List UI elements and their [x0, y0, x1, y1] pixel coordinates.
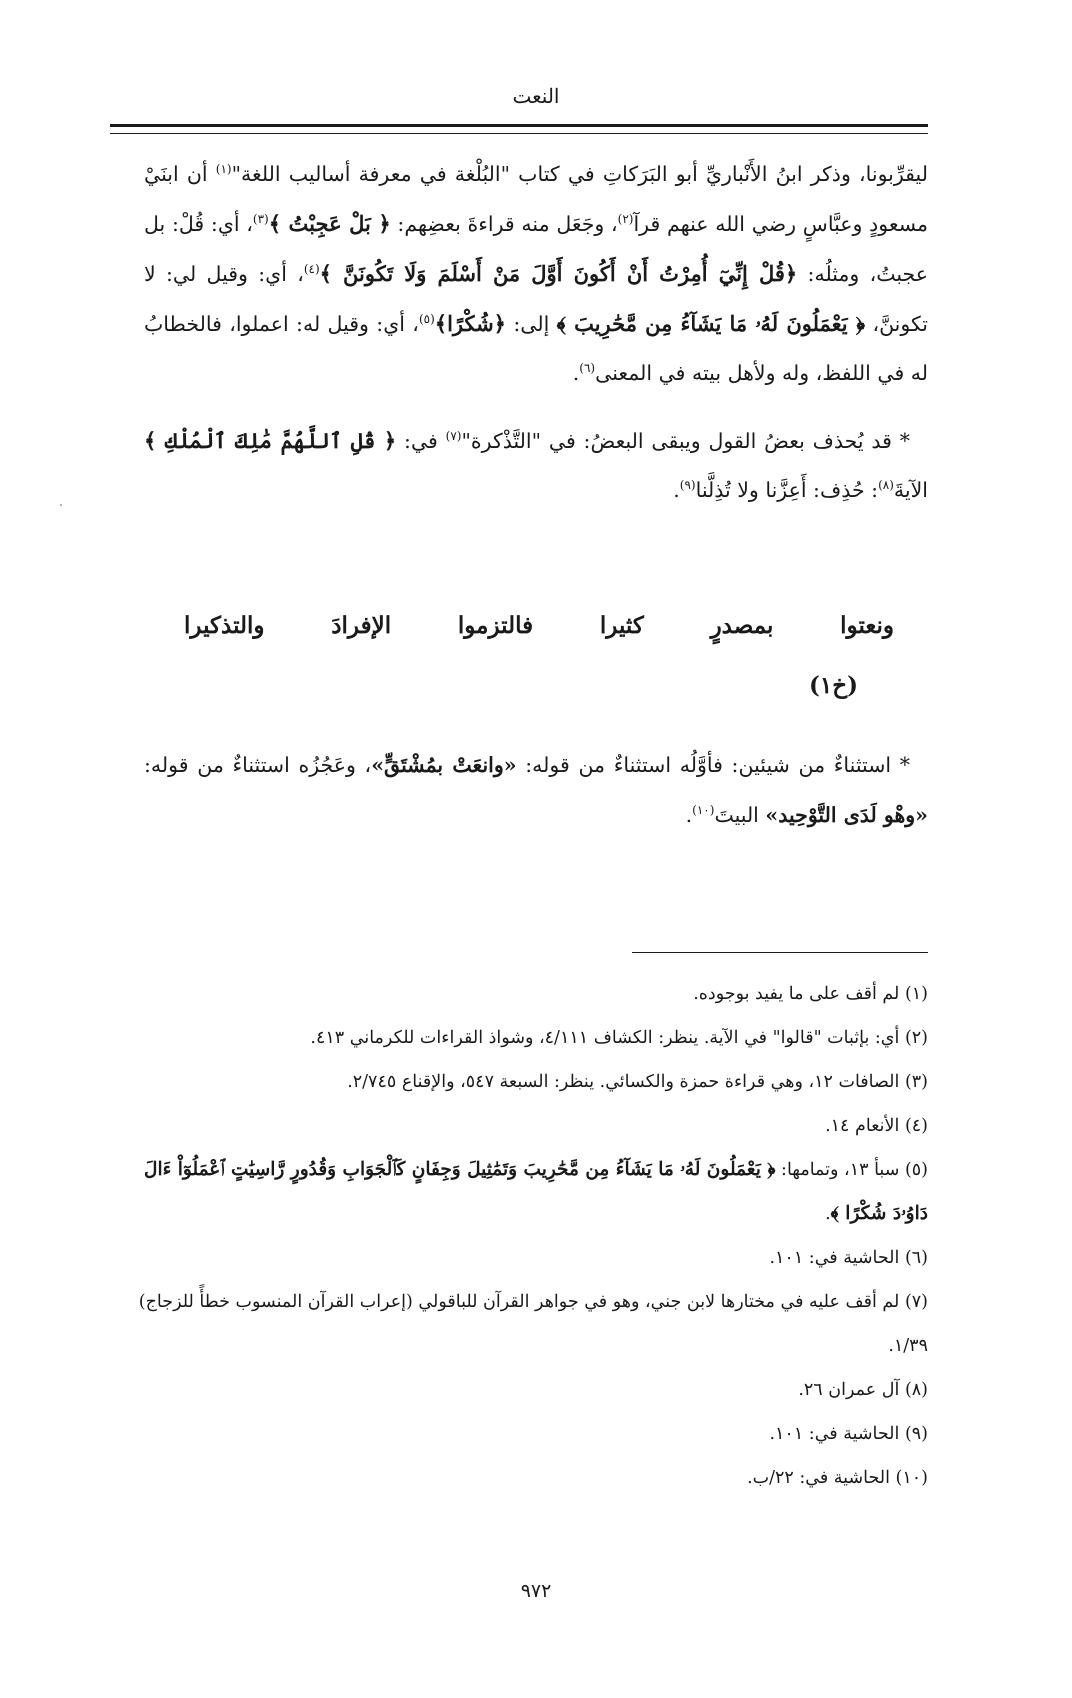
footnote: (٣) الصافات ١٢، وهي قراءة حمزة والكسائي. ينظر: السبعة ٥٤٧، والإقناع ٢/٧٤٥. [347, 1072, 928, 1092]
footnote: (٨) آل عمران ٢٦. [798, 1380, 928, 1400]
footnote-ref: (٦) [579, 361, 596, 376]
footnote: (١٠) الحاشية في: ٢٢/ب. [747, 1468, 928, 1488]
footnote-ref: (٤) [303, 262, 320, 277]
footnote: (٢) أي: بإثبات "قالوا" في الآية. ينظر: الكشاف ٤/١١١، وشواذ القراءات للكرماني ٤١٣. [310, 1028, 928, 1048]
verse-word: فالتزموا [457, 612, 534, 639]
footnotes [138, 972, 928, 1500]
running-header: النعت [512, 84, 560, 108]
main-text-2 [144, 740, 928, 840]
header-rule-thin [110, 133, 928, 134]
footnote: (٧) لم أقف عليه في مختارها لابن جني، وهو في جواهر القرآن للباقولي (إعراب القرآن المنسوب خطأً للزجاج) ١/٣٩. [138, 1292, 928, 1356]
quran-quote: ﴿ يَعْمَلُونَ لَهُۥ مَا يَشَآءُ مِن مَّحَٰرِيبَ ﴾ [556, 311, 866, 336]
quran-quote: ﴿ يَعْمَلُونَ لَهُۥ مَا يَشَآءُ مِن مَّحَٰرِيبَ وَتَمَٰثِيلَ وَجِفَانٍ كَٱلْجَوَابِ وَقُدُورٍ رَّاسِيَٰتٍ ٱعْمَلُوٓاْ ءَالَ دَاوُۥدَ شُكْرًا ﴾ [144, 1159, 928, 1224]
footnote-ref: (٧) [445, 429, 462, 444]
poem-verse [144, 612, 928, 639]
footnote-ref: (٩) [679, 478, 696, 493]
quran-quote: ﴿شُكْرًا﴾ [434, 311, 506, 336]
verse-word: كثيرا [599, 612, 644, 639]
verse-word: الإفرادَ [331, 612, 392, 639]
footnote: (٦) الحاشية في: ١٠١. [769, 1248, 928, 1268]
footnote-ref: (٣) [252, 212, 269, 227]
footnote-ref: (١٠) [692, 803, 715, 818]
quran-quote: ﴿ قُلِ ٱللَّهُمَّ مَٰلِكَ ٱلْمُلْكِ ﴾ [144, 428, 397, 453]
paragraph-3: * استثناءٌ من شيئين: فأوَّلُه استثناءٌ من قوله: «وانعَتْ بمُشْتَقٍّ»، وعَجُزُه استثناءٌ من قوله: «وهْو لَدَى التَّوْحِيد» البيتَ$^{(١٠)}$. [144, 753, 928, 827]
bold-quote: «وانعَتْ بمُشْتَقٍّ» [371, 753, 517, 777]
footnote-ref: (١) [215, 162, 232, 177]
footnote-ref: (٢) [617, 212, 634, 227]
margin-mark [60, 504, 62, 506]
bold-quote: «وهْو لَدَى التَّوْحِيد» [765, 803, 928, 827]
footnote: (٩) الحاشية في: ١٠١. [769, 1424, 928, 1444]
footnote-ref: (٨) [878, 478, 894, 493]
verse-tag: (خ١) [809, 672, 858, 699]
main-text [144, 150, 928, 515]
footnote: (٤) الأنعام ١٤. [825, 1116, 928, 1136]
header-rule-thick [110, 124, 928, 127]
footnote-separator [632, 952, 928, 953]
paragraph-2: * قد يُحذف بعضُ القول ويبقى البعضُ: في "التَّذْكرة"$^{(٧)}$ في: ﴿ قُلِ ٱللَّهُمَّ مَٰلِكَ ٱلْمُلْكِ ﴾ الآيةَ$^{(٨)}$: حُذِف: أَعِزَّنا ولا تُذِلَّنا$^{(٩)}$. [144, 428, 928, 502]
quran-quote: ﴿قُلْ إِنِّيٓ أُمِرْتُ أَنْ أَكُونَ أَوَّلَ مَنْ أَسْلَمَ وَلَا تَكُونَنَّ ﴾ [319, 261, 798, 286]
quran-quote: ﴿ بَلْ عَجِبْتُ ﴾ [268, 211, 391, 236]
page-number: ٩٧٢ [520, 1580, 552, 1602]
paragraph-1: ليقرِّبونا، وذكر ابنُ الأَنْباريِّ أبو البَرَكاتِ في كتاب "البُلْغة في معرفة أساليب اللغة"$^{(١)}$ أن ابنَيْ مسعودٍ وعبَّاسٍ رضي الله عنهم قرآ$^{(٢)}$، وجَعَل منه قراءةَ بعضِهم: ﴿ بَلْ عَجِبْتُ ﴾$^{(٣)}$، أي: قُلْ: بل عجبتُ، ومثلُه: ﴿قُلْ إِنِّيٓ أُمِرْتُ أَنْ أَكُونَ أَوَّلَ مَنْ أَسْلَمَ وَلَا تَكُونَنَّ ﴾$^{(٤)}$، أي: وقيل لي: لا تكوننَّ، ﴿ يَعْمَلُونَ لَهُۥ مَا يَشَآءُ مِن مَّحَٰرِيبَ ﴾ إلى: ﴿شُكْرًا﴾$^{(٥)}$، أي: وقيل له: اعملوا، فالخطابُ له في اللفظ، وله ولأهل بيته في المعنى$^{(٦)}$. [144, 162, 929, 385]
verse-word: والتذكيرا [184, 612, 265, 639]
footnote: (٥) سبأ ١٣، وتمامها: ﴿ يَعْمَلُونَ لَهُۥ مَا يَشَآءُ مِن مَّحَٰرِيبَ وَتَمَٰثِيلَ وَجِفَانٍ كَٱلْجَوَابِ وَقُدُورٍ رَّاسِيَٰتٍ ٱعْمَلُوٓاْ ءَالَ دَاوُۥدَ شُكْرًا ﴾. [144, 1159, 928, 1224]
footnote-ref: (٥) [418, 312, 435, 327]
verse-word: بمصدرٍ [710, 612, 774, 639]
verse-line [144, 612, 928, 639]
verse-word: ونعتوا [840, 612, 894, 639]
footnote: (١) لم أقف على ما يفيد بوجوده. [693, 984, 928, 1004]
